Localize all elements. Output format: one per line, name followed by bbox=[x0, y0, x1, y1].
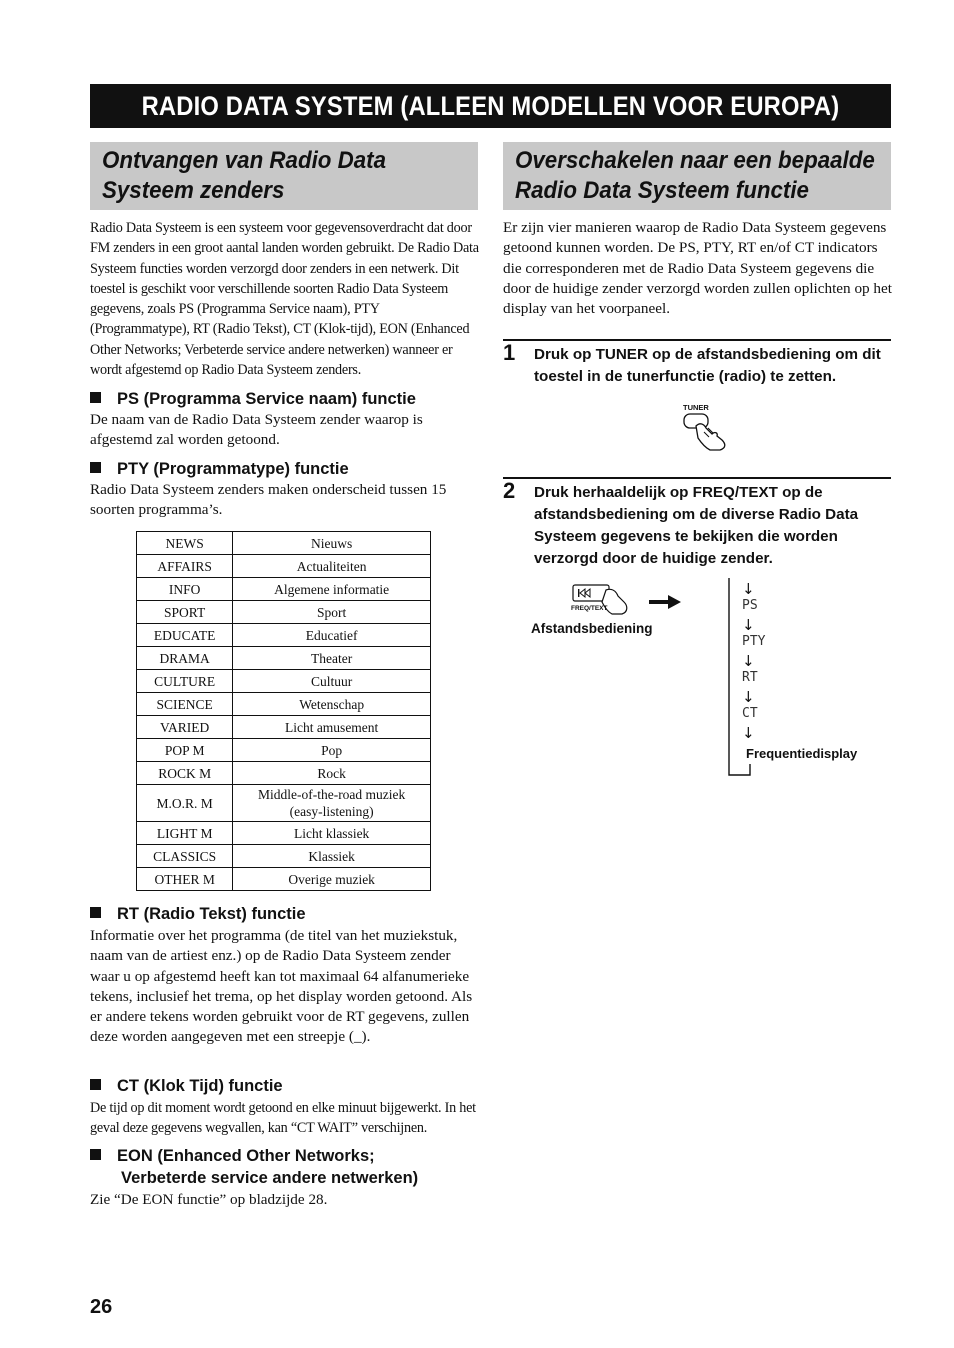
remote-caption: Afstandsbediening bbox=[531, 621, 653, 636]
pty-name-cell: Overige muziek bbox=[233, 868, 431, 891]
rt-title: RT (Radio Tekst) functie bbox=[117, 905, 306, 923]
right-intro: Er zijn vier manieren waarop de Radio Data Systeem gegevens getoond kunnen worden. De PS, PTY, RT en/of CT indicators die corresponderen met de Radio Data Systeem gegevens die door de huidige zender verzorgd worden zullen oplichten op het display van het voorpaneel. bbox=[503, 219, 892, 318]
left-section-heading bbox=[90, 142, 478, 210]
table-row bbox=[137, 868, 431, 891]
table-row bbox=[137, 647, 431, 670]
pty-code-cell: EDUCATE bbox=[137, 624, 233, 647]
step1-divider bbox=[503, 339, 891, 341]
step2-text: Druk herhaaldelijk op FREQ/TEXT op de afstandsbediening om de diverse Radio Data Systeem gegevens te bekijken die worden verzorgd door de huidige zender. bbox=[534, 484, 859, 567]
ps-text: De naam van de Radio Data Systeem zender waarop is afgestemd zal worden getoond. bbox=[90, 411, 423, 449]
pty-name-cell: Cultuur bbox=[233, 670, 431, 693]
arrow-right-icon bbox=[648, 594, 682, 610]
table-row bbox=[137, 822, 431, 845]
tuner-label: TUNER bbox=[683, 403, 709, 412]
eon-heading bbox=[90, 1145, 418, 1189]
table-row bbox=[137, 716, 431, 739]
pty-name-cell: Algemene informatie bbox=[233, 578, 431, 601]
table-row bbox=[137, 532, 431, 555]
pty-code-cell: ROCK M bbox=[137, 762, 233, 785]
table-row bbox=[137, 845, 431, 868]
arrow-down-icon: ↓ bbox=[742, 580, 755, 598]
pty-text: Radio Data Systeem zenders maken onderscheid tussen 15 soorten programma’s. bbox=[90, 481, 447, 519]
display-item-ps: PS bbox=[742, 598, 758, 613]
pty-code-cell: DRAMA bbox=[137, 647, 233, 670]
pty-code-cell: VARIED bbox=[137, 716, 233, 739]
eon-title-line1: EON (Enhanced Other Networks; bbox=[117, 1147, 375, 1165]
ps-heading bbox=[90, 388, 416, 410]
display-item-pty: PTY bbox=[742, 634, 766, 649]
ps-title: PS (Programma Service naam) functie bbox=[117, 390, 416, 408]
ct-text: De tijd op dit moment wordt getoond en elke minuut bijgewerkt. In het geval deze gegevens wegvallen, kan “CT WAIT” verschijnen. bbox=[90, 1100, 476, 1137]
table-row bbox=[137, 578, 431, 601]
table-row bbox=[137, 601, 431, 624]
pty-name-cell: Theater bbox=[233, 647, 431, 670]
bullet-square-icon bbox=[90, 392, 101, 403]
pty-name-cell: Educatief bbox=[233, 624, 431, 647]
pty-name-cell: Rock bbox=[233, 762, 431, 785]
arrow-down-icon: ↓ bbox=[742, 652, 755, 670]
pty-title: PTY (Programmatype) functie bbox=[117, 460, 349, 478]
left-heading-line2: Systeem zenders bbox=[102, 177, 285, 204]
pty-name-cell: Middle-of-the-road muziek (easy-listening) bbox=[233, 785, 431, 822]
rt-heading bbox=[90, 903, 306, 925]
table-row bbox=[137, 555, 431, 578]
bullet-square-icon bbox=[90, 462, 101, 473]
left-intro: Radio Data Systeem is een systeem voor gegevensoverdracht dat door FM zenders in een groot aantal landen worden gebruikt. De Radio Data Systeem functies worden verzorgd door zenders in een netwerk. Dit toestel is geschikt voor verschillende soorten Radio Data Systeem gegevens, zoals PS (Programma Service naam), PTY (Programmatype), RT (Radio Tekst), CT (Klok-tijd), EON (Enhanced Other Networks; Verbeterde service andere netwerken) wanneer er wordt afgestemd op Radio Data Systeem zenders. bbox=[90, 220, 479, 379]
display-item-rt: RT bbox=[742, 670, 758, 685]
arrow-down-icon: ↓ bbox=[742, 688, 755, 706]
pty-code-cell: NEWS bbox=[137, 532, 233, 555]
pty-name-cell: Licht klassiek bbox=[233, 822, 431, 845]
arrow-down-icon: ↓ bbox=[742, 724, 755, 742]
table-row bbox=[137, 670, 431, 693]
table-row bbox=[137, 785, 431, 822]
page-banner bbox=[90, 84, 891, 128]
pty-name-cell: Klassiek bbox=[233, 845, 431, 868]
right-section-heading bbox=[503, 142, 891, 210]
pty-name-cell: Licht amusement bbox=[233, 716, 431, 739]
table-row bbox=[137, 762, 431, 785]
eon-title-line2: Verbeterde service andere netwerken) bbox=[121, 1169, 419, 1187]
table-row bbox=[137, 693, 431, 716]
bullet-square-icon bbox=[90, 1149, 101, 1160]
pty-code-cell: AFFAIRS bbox=[137, 555, 233, 578]
pty-heading bbox=[90, 458, 349, 480]
display-caption: Frequentiedisplay bbox=[746, 746, 858, 761]
bullet-square-icon bbox=[90, 1079, 101, 1090]
pty-code-cell: CLASSICS bbox=[137, 845, 233, 868]
bullet-square-icon bbox=[90, 907, 101, 918]
pty-code-cell: SPORT bbox=[137, 601, 233, 624]
pty-name-cell: Wetenschap bbox=[233, 693, 431, 716]
right-heading-line1: Overschakelen naar een bepaalde bbox=[515, 147, 875, 174]
banner-title: RADIO DATA SYSTEM (ALLEEN MODELLEN VOOR EUROPA) bbox=[141, 91, 840, 121]
tuner-button-press-icon bbox=[682, 412, 732, 452]
step2-divider bbox=[503, 477, 891, 479]
left-heading-line1: Ontvangen van Radio Data bbox=[102, 147, 387, 174]
step1-number: 1 bbox=[503, 340, 516, 365]
table-row bbox=[137, 624, 431, 647]
eon-text: Zie “De EON functie” op bladzijde 28. bbox=[90, 1191, 328, 1208]
pty-code-cell: M.O.R. M bbox=[137, 785, 233, 822]
rt-text: Informatie over het programma (de titel van het muziekstuk, naam van de artiest enz.) op de Radio Data Systeem zender waar u op afgestemd heeft kan tot maximaal 64 alfanumerieke tekens, inclusief het trema, op het display worden getoond. Als er andere tekens worden gebruikt voor de RT gegevens, zullen deze worden aangegeven met een streepje (_). bbox=[90, 927, 473, 1046]
pty-code-cell: SCIENCE bbox=[137, 693, 233, 716]
step1-text: Druk op TUNER op de afstandsbediening om dit toestel in de tunerfunctie (radio) te zetten. bbox=[534, 346, 881, 385]
pty-code-cell: POP M bbox=[137, 739, 233, 762]
pty-name-cell: Pop bbox=[233, 739, 431, 762]
ct-heading bbox=[90, 1075, 283, 1097]
page-number: 26 bbox=[90, 1296, 113, 1318]
display-item-ct: CT bbox=[742, 706, 758, 721]
pty-code-cell: LIGHT M bbox=[137, 822, 233, 845]
pty-code-cell: CULTURE bbox=[137, 670, 233, 693]
pty-name-cell: Nieuws bbox=[233, 532, 431, 555]
pty-table bbox=[136, 531, 431, 891]
arrow-down-icon: ↓ bbox=[742, 616, 755, 634]
table-row bbox=[137, 739, 431, 762]
ct-title: CT (Klok Tijd) functie bbox=[117, 1077, 283, 1095]
pty-name-cell: Actualiteiten bbox=[233, 555, 431, 578]
pty-code-cell: OTHER M bbox=[137, 868, 233, 891]
pty-code-cell: INFO bbox=[137, 578, 233, 601]
freq-text-label: FREQ/TEXT bbox=[571, 605, 608, 612]
pty-name-cell: Sport bbox=[233, 601, 431, 624]
step2-number: 2 bbox=[503, 478, 516, 503]
right-heading-line2: Radio Data Systeem functie bbox=[515, 177, 809, 204]
